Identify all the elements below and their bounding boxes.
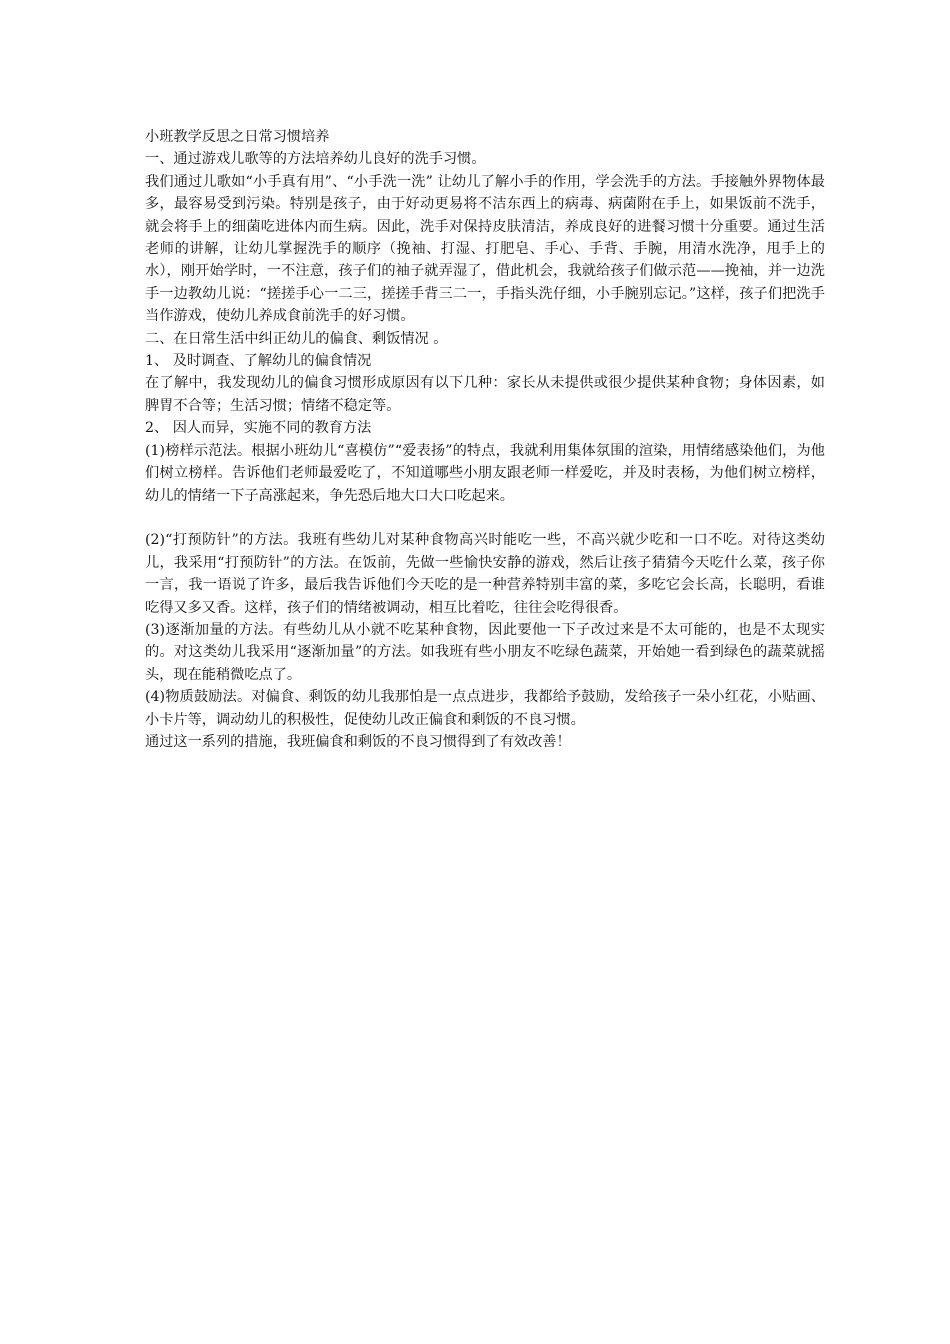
paragraph-method-2: (2)“打预防针”的方法。我班有些幼儿对某种食物高兴时能吃一些，不高兴就少吃和一口不吃。对待这类幼儿，我采用“打预防针”的方法。在饭前，先做一些愉快安静的游戏，然后让孩子猜猜今天吃什么菜，孩子你一言，我一语说了许多，最后我告诉他们今天吃的是一种营养特别丰富的菜，多吃它会长高，长聪明，看谁吃得又多又香。这样，孩子们的情绪被调动，相互比着吃，往往会吃得很香。 (145, 532, 825, 616)
section-heading-picky-eating: 二、在日常生活中纠正幼儿的偏食、剩饭情况 。 (145, 330, 448, 347)
paragraph-method-4: (4)物质鼓励法。对偏食、剩饭的幼儿我那怕是一点点进步，我都给予鼓励，发给孩子一朵小红花，小贴画、小卡片等，调动幼儿的积极性，促使幼儿改正偏食和剩饭的不良习惯。 (145, 689, 825, 728)
paragraph-causes: 在了解中，我发现幼儿的偏食习惯形成原因有以下几种：家长从未提供或很少提供某种食物；身体因素，如脾胃不合等；生活习惯；情绪不稳定等。 (145, 375, 825, 414)
section-heading-handwashing: 一、通过游戏儿歌等的方法培养幼儿良好的洗手习惯。 (145, 151, 486, 168)
subheading-investigate: 1、 及时调查、了解幼儿的偏食情况 (145, 353, 372, 370)
document-body (145, 126, 825, 753)
blank-line (145, 507, 825, 529)
paragraph-method-3: (3)逐渐加量的方法。有些幼儿从小就不吃某种食物，因此要他一下子改过来是不太可能的，也是不太现实的。对这类幼儿我采用“逐渐加量”的方法。如我班有些小朋友不吃绿色蔬菜，开始她一看到绿色的蔬菜就摇头，现在能稍微吃点了。 (145, 621, 825, 683)
document-title: 小班教学反思之日常习惯培养 (145, 129, 330, 145)
paragraph-method-1: (1)榜样示范法。根据小班幼儿“喜模仿”“爱表扬”的特点，我就利用集体氛围的渲染，用情绪感染他们，为他们树立榜样。告诉他们老师最爱吃了，不知道哪些小朋友跟老师一样爱吃，并及时表杨，为他们树立榜样，幼儿的情绪一下子高涨起来，争先恐后地大口大口吃起来。 (145, 442, 825, 504)
subheading-methods: 2、 因人而异，实施不同的教育方法 (145, 420, 372, 437)
paragraph-conclusion: 通过这一系列的措施，我班偏食和剩饭的不良习惯得到了有效改善！ (145, 733, 571, 750)
paragraph-handwashing: 我们通过儿歌如“小手真有用”、“小手洗一洗” 让幼儿了解小手的作用，学会洗手的方法。手接触外界物体最多，最容易受到污染。特别是孩子，由于好动更易将不洁东西上的病毒、病菌附在手上，如果饭前不洗手，就会将手上的细菌吃进体内而生病。因此，洗手对保持皮肤清洁，养成良好的进餐习惯十分重要。通过生活老师的讲解，让幼儿掌握洗手的顺序（挽袖、打湿、打肥皂、手心、手背、手腕，用清水洗净，甩手上的水），刚开始学时，一不注意，孩子们的袖子就弄湿了，借此机会，我就给孩子们做示范——挽袖，并一边洗手一边教幼儿说：“搓搓手心一二三，搓搓手背三二一，手指头洗仔细，小手腕别忘记。”这样，孩子们把洗手当作游戏，使幼儿养成食前洗手的好习惯。 (145, 173, 825, 325)
